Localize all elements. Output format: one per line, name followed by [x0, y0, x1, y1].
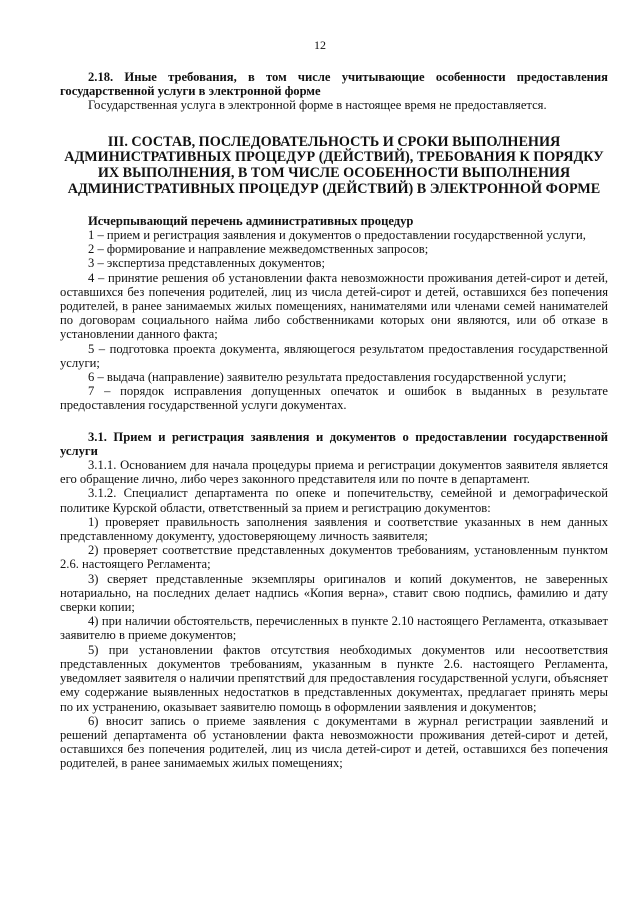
procedure-item: 1 – прием и регистрация заявления и документов о предоставлении государственной услуги, — [88, 228, 586, 242]
section-2-18-text: Государственная услуга в электронной форме в настоящее время не предоставляется. — [88, 98, 547, 113]
list-item: 6) вносит запись о приеме заявления с документами в журнал регистрации заявлений и решений департамента об установлении факта невозможности проживания детей-сирот и детей, оставшихся без попечения родителей, лиц из числа детей-сирот и детей, оставшихся без попечения родителей, в ранее занимаемых жилых помещениях; — [60, 713, 608, 771]
section-3-heading: III. СОСТАВ, ПОСЛЕДОВАТЕЛЬНОСТЬ И СРОКИ ВЫПОЛНЕНИЯ АДМИНИСТРАТИВНЫХ ПРОЦЕДУР (ДЕЙСТВИЙ), ТРЕБОВАНИЯ К ПОРЯДКУ ИХ ВЫПОЛНЕНИЯ, В ТОМ ЧИСЛЕ ОСОБЕННОСТИ ВЫПОЛНЕНИЯ АДМИНИСТРАТИВНЫХ ПРОЦЕДУР (ДЕЙСТВИЙ) В ЭЛЕКТРОННОЙ ФОРМЕ — [64, 133, 604, 197]
procedure-item: 5 – подготовка проекта документа, являющегося результатом предоставления государственной услуги; — [60, 341, 608, 370]
procedure-item: 6 – выдача (направление) заявителю результата предоставления государственной услуги; — [88, 370, 567, 385]
paragraph-3-1-2: 3.1.2. Специалист департамента по опеке и попечительству, семейной и демографической политике Курской области, ответственный за прием и регистрацию документов: — [60, 486, 608, 515]
list-item: 5) при установлении фактов отсутствия необходимых документов или несоответствия представленных документов требованиям, указанным в пункте 2.6. настоящего Регламента, уведомляет заявителя о наличии препятствий для предоставления государственной услуги, объясняет ему содержание выявленных недостатков в представленных документах, предлагает принять меры по их устранению, оказывает заявителю помощь в оформлении заявления и документов; — [60, 642, 608, 714]
list-item: 4) при наличии обстоятельств, перечисленных в пункте 2.10 настоящего Регламента, отказывает заявителю в приеме документов; — [60, 614, 608, 643]
list-item: 1) проверяет правильность заполнения заявления и соответствие указанных в нем данных представленному документу, удостоверяющему личность заявителя; — [60, 514, 608, 544]
procedure-item: 3 – экспертиза представленных документов; — [88, 256, 326, 271]
page-number: 12 — [314, 38, 326, 52]
section-3-1-heading: 3.1. Прием и регистрация заявления и документов о предоставлении государственной услуги — [60, 429, 608, 458]
procedure-item: 2 – формирование и направление межведомственных запросов; — [88, 242, 429, 257]
list-item: 3) сверяет представленные экземпляры оригиналов и копий документов, не заверенных нотариально, на последних делает надпись «Копия верна», ставит свою подпись, фамилию и дату сверки копии; — [60, 571, 608, 615]
section-2-18-heading: 2.18. Иные требования, в том числе учитывающие особенности предоставления государственной услуги в электронной форме — [60, 70, 608, 99]
paragraph-3-1-1: 3.1.1. Основанием для начала процедуры приема и регистрации документов заявителя является его обращение лично, либо через законного представителя или по почте в департамент. — [60, 458, 608, 487]
procedure-item: 7 – порядок исправления допущенных опечаток и ошибок в выданных в результате предоставления государственной услуги документах. — [60, 384, 608, 413]
list-item: 2) проверяет соответствие представленных документов требованиям, установленным пунктом 2.6. настоящего Регламента; — [60, 543, 608, 572]
procedure-item: 4 – принятие решения об установлении факта невозможности проживания детей-сирот и детей, оставшихся без попечения родителей, лиц из числа детей-сирот и детей, оставшихся без попечения родителей, в ранее занимаемых жилых помещениях, нанимателями или членами семей нанимателей по договорам социального найма либо собственниками которых они являются, или об отказе в установлении данного факта; — [60, 270, 608, 342]
document-body — [60, 70, 608, 771]
procedures-list-heading: Исчерпывающий перечень административных процедур — [88, 213, 414, 228]
